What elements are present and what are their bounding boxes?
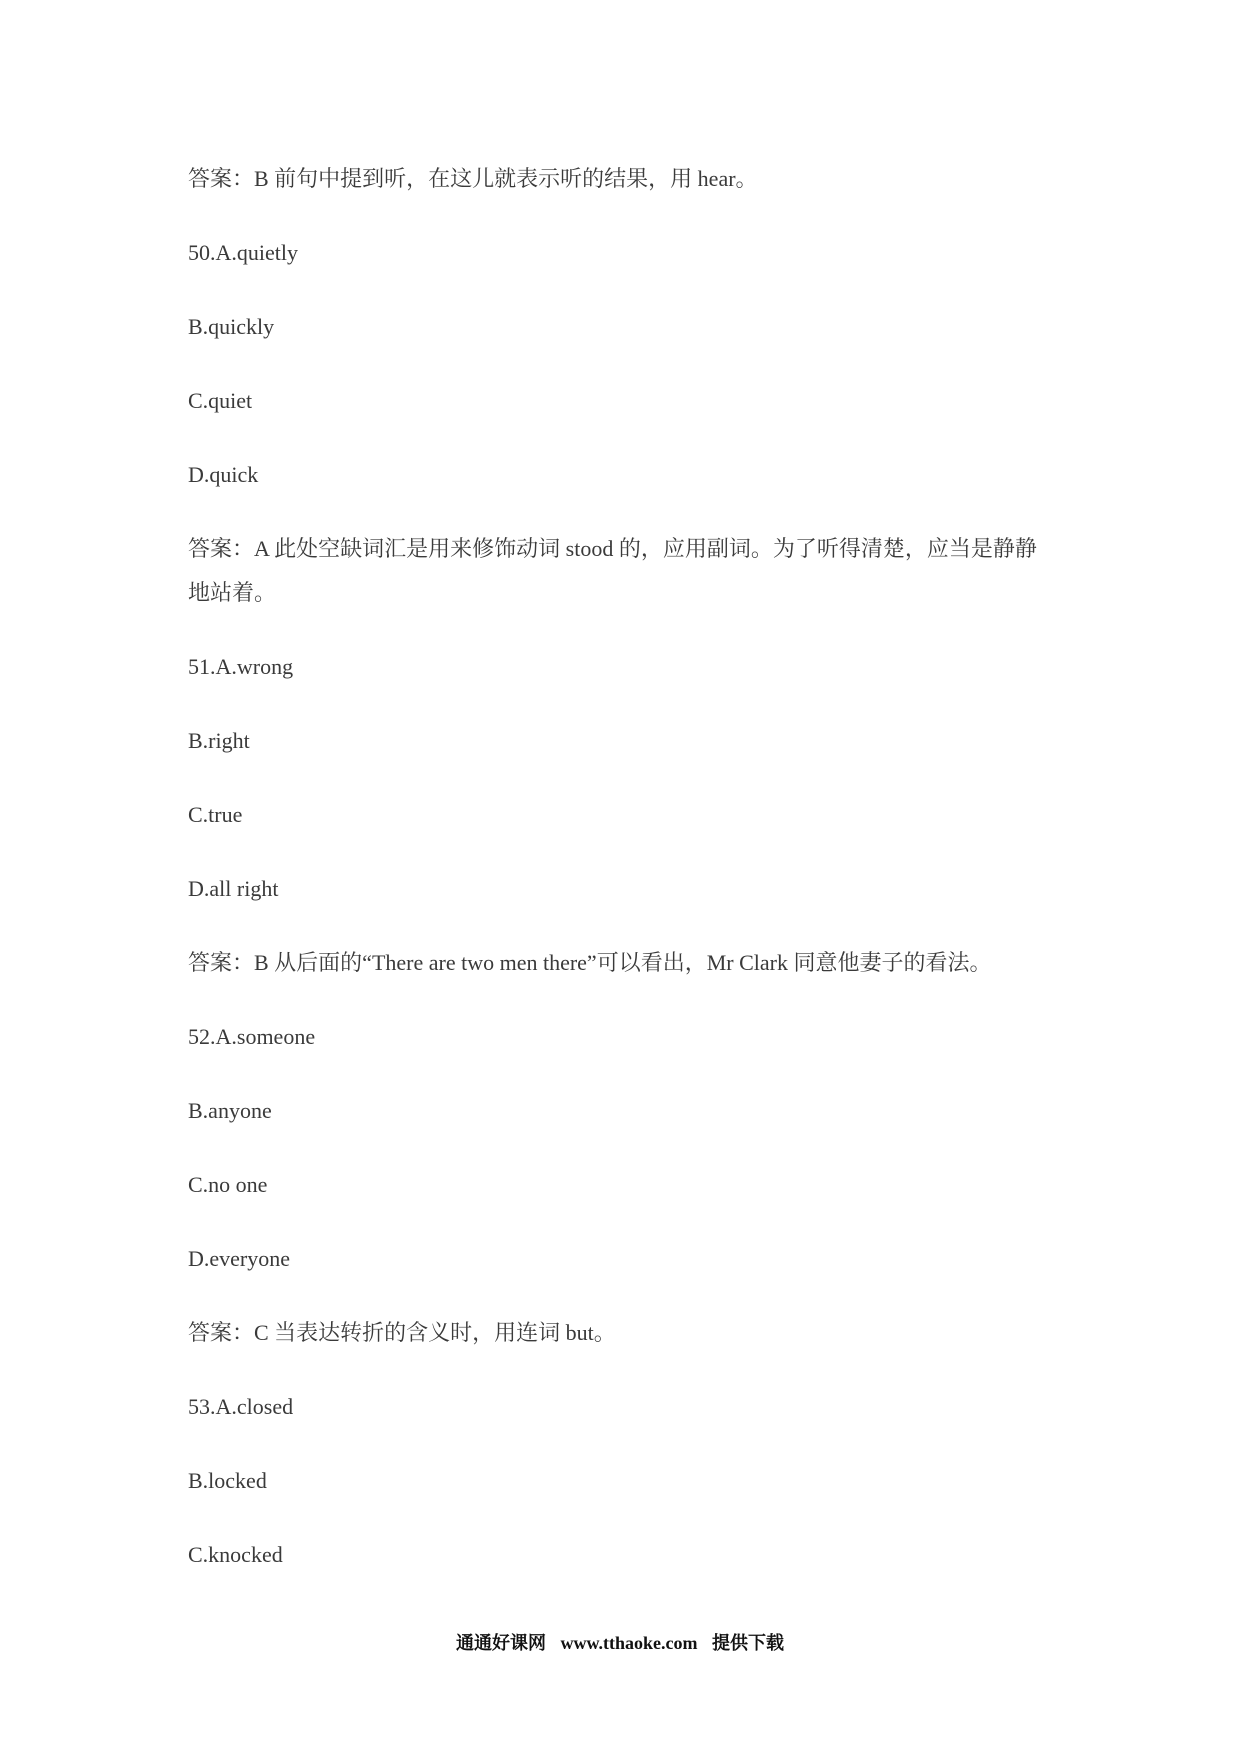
question-52-option-d: D.everyone [188,1246,291,1271]
question-53-option-a: 53.A.closed [188,1394,294,1419]
footer-site-name: 通通好课网 [456,1633,546,1653]
question-51-option-b: B.right [188,728,250,753]
question-53-option-b: B.locked [188,1468,267,1493]
question-53-option-c: C.knocked [188,1542,283,1567]
question-51-option-a: 51.A.wrong [188,654,294,679]
answer-50: 答案：A 此处空缺词汇是用来修饰动词 stood 的，应用副词。为了听得清楚，应当是静静地站着。 [188,536,1037,605]
footer-url-link[interactable]: www.tthaoke.com [560,1633,698,1653]
question-52-option-b: B.anyone [188,1098,272,1123]
question-51-option-d: D.all right [188,876,279,901]
question-52-option-a: 52.A.someone [188,1024,316,1049]
answer-49: 答案：B 前句中提到听，在这儿就表示听的结果，用 hear。 [188,166,758,191]
question-50-option-d: D.quick [188,462,259,487]
footer-suffix: 提供下载 [712,1633,784,1653]
question-50-option-c: C.quiet [188,388,253,413]
question-50-option-a: 50.A.quietly [188,240,298,265]
question-51-option-c: C.true [188,802,243,827]
answer-51: 答案：B 从后面的“There are two men there”可以看出，Mr Clark 同意他妻子的看法。 [188,950,992,975]
page-footer [0,1629,1240,1655]
question-50-option-b: B.quickly [188,314,275,339]
answer-52: 答案：C 当表达转折的含义时，用连词 but。 [188,1320,616,1345]
question-52-option-c: C.no one [188,1172,268,1197]
